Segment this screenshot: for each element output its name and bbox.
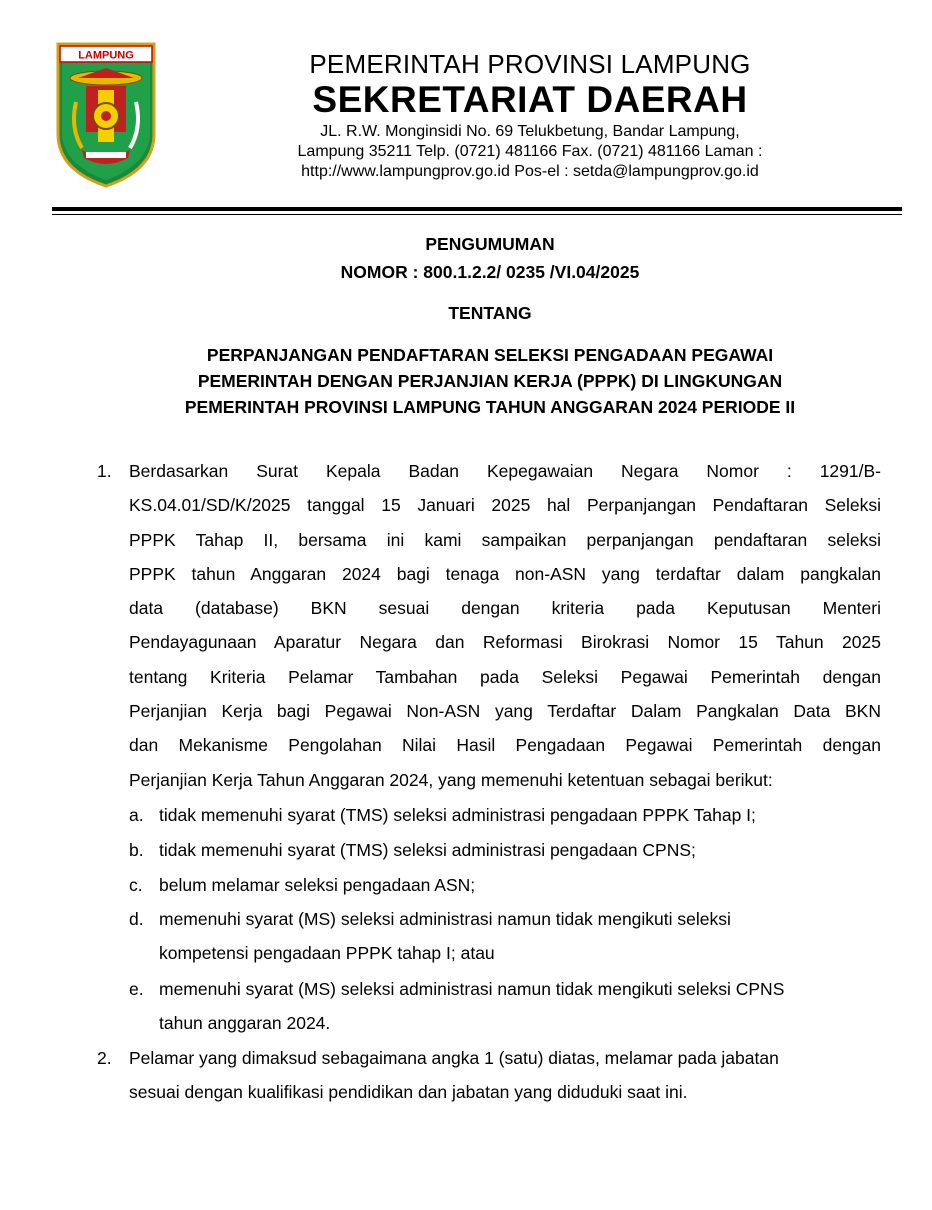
paragraph-line: sesuai dengan kualifikasi pendidikan dan jabatan yang diduduki saat ini. [129,1082,688,1103]
emblem-label: LAMPUNG [78,49,134,62]
announcement-number: NOMOR : 800.1.2.2/ 0235 /VI.04/2025 [340,262,640,282]
subitem-line: tidak memenuhi syarat (TMS) seleksi administrasi pengadaan PPPK Tahap I; [159,805,756,825]
paragraph-line: data (database) BKN sesuai dengan kriteria pada Keputusan Menteri [129,598,881,619]
subitem-line: tidak memenuhi syarat (TMS) seleksi administrasi pengadaan CPNS; [159,840,696,860]
lampung-emblem-icon [56,42,156,188]
subitem-letter: e. [129,979,144,999]
subitem-text [159,972,884,1041]
paragraph-line: Perjanjian Kerja bagi Pegawai Non-ASN yang Terdaftar Dalam Pangkalan Data BKN [129,701,881,722]
item-1-paragraph [129,454,881,797]
subject-line: PEMERINTAH DENGAN PERJANJIAN KERJA (PPPK) DI LINGKUNGAN [197,371,783,391]
subitem-line: memenuhi syarat (MS) seleksi administrasi namun tidak mengikuti seleksi CPNS [159,979,785,999]
announcement-title: PENGUMUMAN [425,234,555,254]
office-name: SEKRETARIAT DAERAH [312,79,748,120]
government-name: PEMERINTAH PROVINSI LAMPUNG [309,49,751,79]
paragraph-line: PPPK tahun Anggaran 2024 bagi tenaga non-ASN yang terdaftar dalam pangkalan [129,563,881,584]
subject-line: PEMERINTAH PROVINSI LAMPUNG TAHUN ANGGARAN 2024 PERIODE II [184,397,796,417]
subitem-line: tahun anggaran 2024. [159,1013,331,1034]
announcement-subject [40,342,932,420]
subitem-line: memenuhi syarat (MS) seleksi administrasi namun tidak mengikuti seleksi [159,909,731,929]
address-line: Lampung 35211 Telp. (0721) 481166 Fax. (0721) 481166 Laman : [297,143,763,160]
item-number: 2. [97,1048,112,1068]
office-address [230,122,830,182]
letterhead-divider-thin [52,214,902,215]
address-line: http://www.lampungprov.go.id Pos-el : setda@lampungprov.go.id [301,163,759,180]
subject-line: PERPANJANGAN PENDAFTARAN SELEKSI PENGADAAN PEGAWAI [206,345,774,365]
subitem-text [159,868,884,902]
paragraph-line: tentang Kriteria Pelamar Tambahan pada Seleksi Pegawai Pemerintah dengan [129,666,881,687]
paragraph-line: PPPK Tahap II, bersama ini kami sampaikan perpanjangan pendaftaran seleksi [129,529,881,550]
announcement-about: TENTANG [448,303,532,323]
paragraph-line: Pendayagunaan Aparatur Negara dan Reformasi Birokrasi Nomor 15 Tahun 2025 [129,632,881,653]
address-line: JL. R.W. Monginsidi No. 69 Telukbetung, Bandar Lampung, [320,123,740,140]
paragraph-line: Pelamar yang dimaksud sebagaimana angka 1 (satu) diatas, melamar pada jabatan [129,1048,779,1068]
item-2-paragraph [129,1041,889,1110]
subitem-text [159,798,884,832]
subitem-letter: a. [129,805,144,825]
paragraph-line: dan Mekanisme Pengolahan Nilai Hasil Pengadaan Pegawai Pemerintah dengan [129,735,881,756]
subitem-text [159,833,884,867]
subitem-letter: c. [129,875,143,895]
paragraph-line: Berdasarkan Surat Kepala Badan Kepegawaian Negara Nomor : 1291/B- [129,461,881,481]
paragraph-line: Perjanjian Kerja Tahun Anggaran 2024, yang memenuhi ketentuan sebagai berikut: [129,769,773,790]
letterhead-divider-thick [52,207,902,211]
subitem-text [159,902,884,971]
item-number: 1. [97,461,112,481]
subitem-letter: d. [129,909,144,929]
subitem-line: belum melamar seleksi pengadaan ASN; [159,875,476,895]
paragraph-line: KS.04.01/SD/K/2025 tanggal 15 Januari 2025 hal Perpanjangan Pendaftaran Seleksi [129,495,881,516]
subitem-line: kompetensi pengadaan PPPK tahap I; atau [159,943,495,964]
subitem-letter: b. [129,840,144,860]
